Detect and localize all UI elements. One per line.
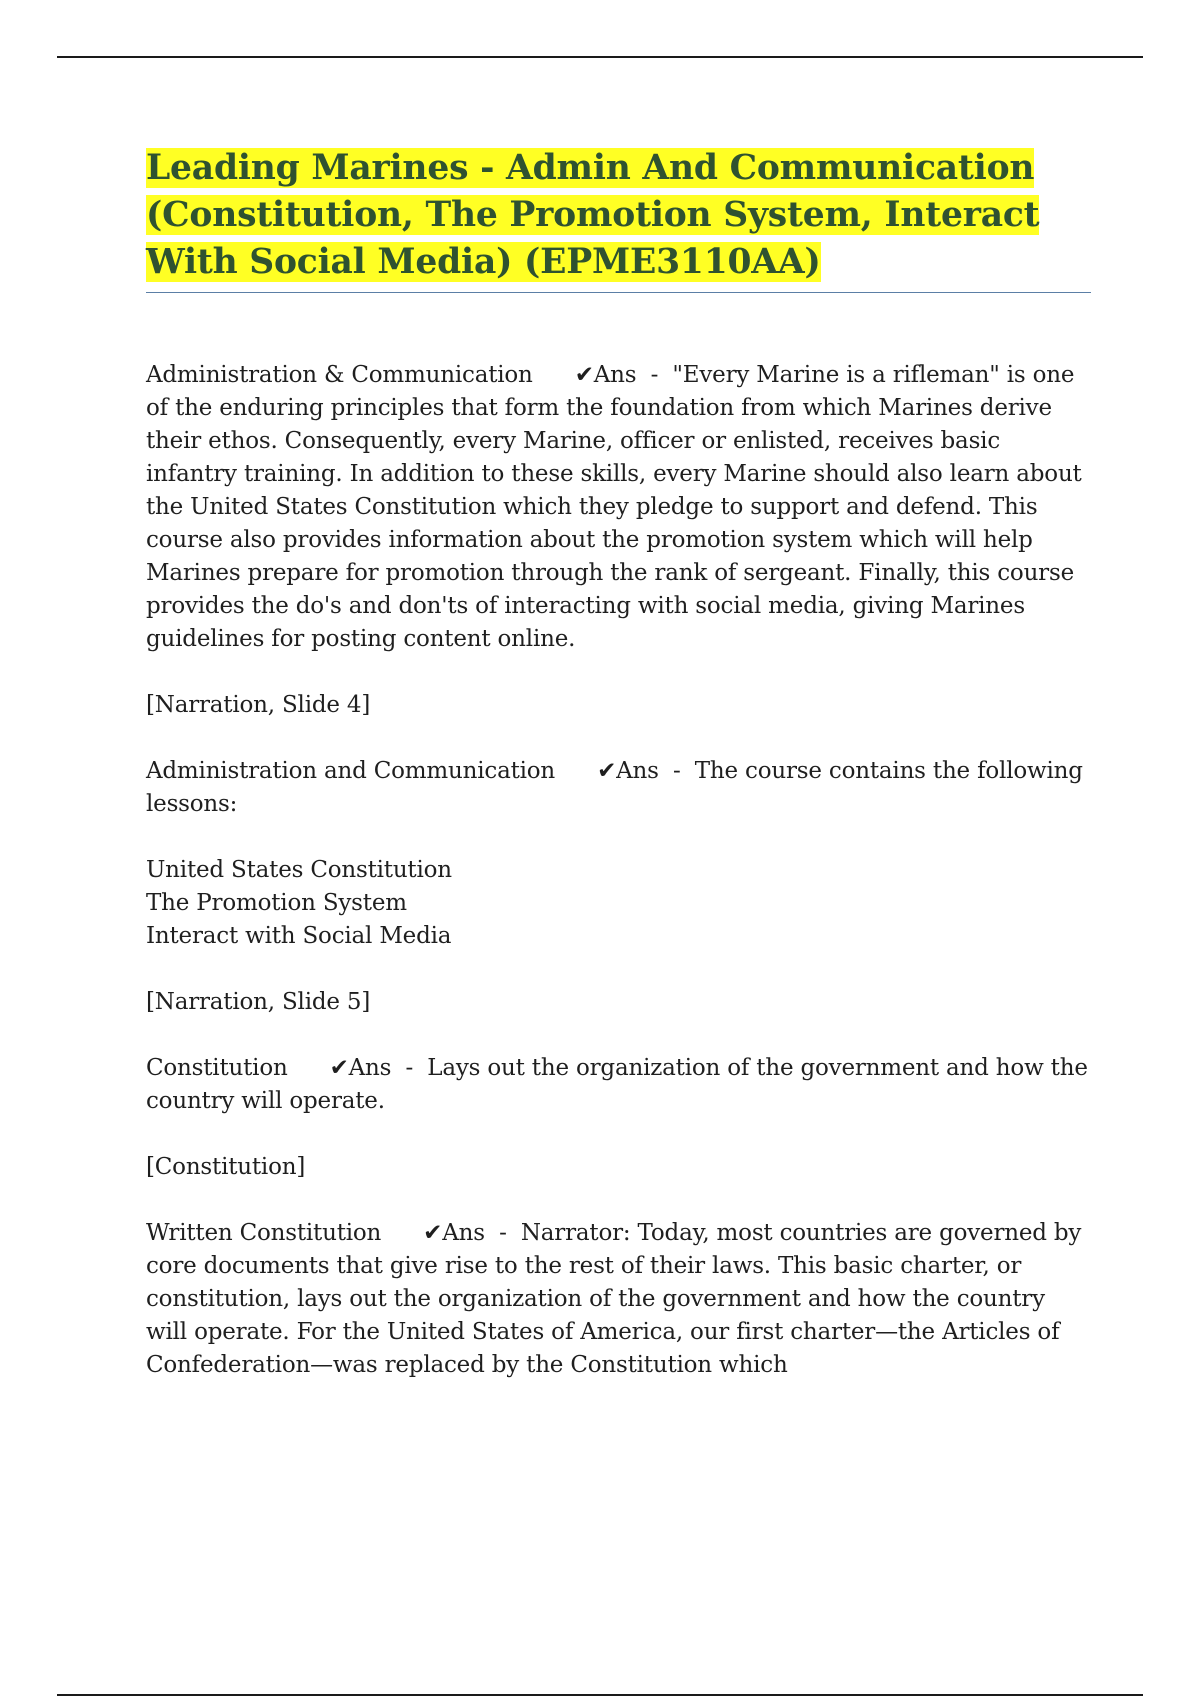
ans-label: ✔Ans - (597, 758, 695, 784)
header-rule (57, 56, 1143, 58)
narration-note: [Narration, Slide 5] (146, 989, 371, 1015)
entry-answer: The course contains the following lessons: (146, 758, 1083, 817)
entry-answer: Lays out the organization of the government and how the country will operate. (146, 1055, 1088, 1114)
title-underline (146, 292, 1091, 293)
ans-label: ✔Ans - (329, 1055, 428, 1081)
qa-entry (146, 755, 1091, 821)
qa-entry (146, 1217, 1091, 1382)
ans-label: ✔Ans - (423, 1220, 521, 1246)
qa-entry (146, 1052, 1091, 1118)
footer-rule (57, 1694, 1143, 1696)
ans-label: ✔Ans - (574, 362, 673, 388)
entry-answer: "Every Marine is a rifleman" is one of the enduring principles that form the foundation from which Marines derive their ethos. Consequently, every Marine, officer or enlisted, receives basic infantry training. In addition to these skills, every Marine should also learn about the United States Constitution which they pledge to support and defend. This course also provides information about the promotion system which will help Marines prepare for promotion through the rank of sergeant. Finally, this course provides the do's and don'ts of interacting with social media, giving Marines guidelines for posting content online. (146, 362, 1082, 652)
section-note: [Constitution] (146, 1154, 306, 1180)
qa-entry (146, 359, 1091, 656)
entry-term: Constitution (146, 1055, 288, 1081)
lesson-item: Interact with Social Media (146, 923, 452, 949)
narration-note: [Narration, Slide 4] (146, 692, 371, 718)
entry-term: Written Constitution (146, 1220, 382, 1246)
entry-term: Administration and Communication (146, 758, 556, 784)
document-content (146, 145, 1091, 1415)
lesson-item: The Promotion System (146, 890, 407, 916)
entry-answer: Narrator: Today, most countries are governed by core documents that give rise to the rest of their laws. This basic charter, or constitution, lays out the organization of the government and how the country will operate. For the United States of America, our first charter—the Articles of Confederation—was replaced by the Constitution which (146, 1220, 1082, 1378)
document-body (146, 359, 1091, 1382)
document-title-text: Leading Marines - Admin And Communication (Constitution, The Promotion System, Interact With Social Media) (EPME3110AA) (146, 148, 1040, 282)
document-title (146, 145, 1091, 286)
lesson-list (146, 854, 1091, 953)
entry-term: Administration & Communication (146, 362, 533, 388)
lesson-item: United States Constitution (146, 857, 452, 883)
